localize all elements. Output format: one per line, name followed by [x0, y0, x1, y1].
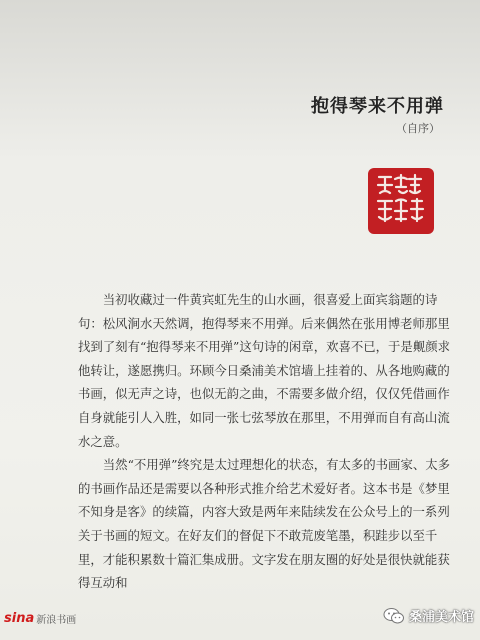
sina-label: 新浪书画 [36, 615, 77, 626]
body-text [78, 288, 460, 595]
paragraph: 当初收藏过一件黄宾虹先生的山水画，很喜爱上面宾翁题的诗句：松风涧水天然调，抱得琴来不用弹。后来偶然在张用博老师那里找到了刻有“抱得琴来不用弹”这句诗的闲章，欢喜不已，于是觍颜求他转让，遂愿携归。环顾今日桑浦美术馆墙上挂着的、从各地购藏的书画，似无声之诗，也似无韵之曲，不需要多做介绍，仅仅凭借画作自身就能引人入胜，如同一张七弦琴放在那里，不用弹而自有高山流水之意。 [78, 292, 450, 449]
account-watermark [383, 606, 474, 625]
account-name: 桑浦美术馆 [408, 610, 474, 625]
paragraph: 当然“不用弹”终究是太过理想化的状态，有太多的书画家、太多的书画作品还是需要以各种形式推介给艺术爱好者。这本书是《梦里不知身是客》的续篇，内容大致是两年来陆续发在公众号上的一系列关于书画的短文。在好友们的督促下不敢荒废笔墨，积跬步以至千里，才能积累数十篇汇集成册。文字发在朋友圈的好处是很快就能获得互动和 [78, 457, 451, 591]
page-subtitle: （自序） [396, 122, 440, 135]
sina-logo: sina [4, 611, 35, 626]
page-title: 抱得琴来不用弹 [311, 96, 444, 117]
seal-stamp-icon [365, 165, 437, 237]
wechat-icon [383, 607, 405, 625]
sina-watermark [4, 611, 76, 626]
